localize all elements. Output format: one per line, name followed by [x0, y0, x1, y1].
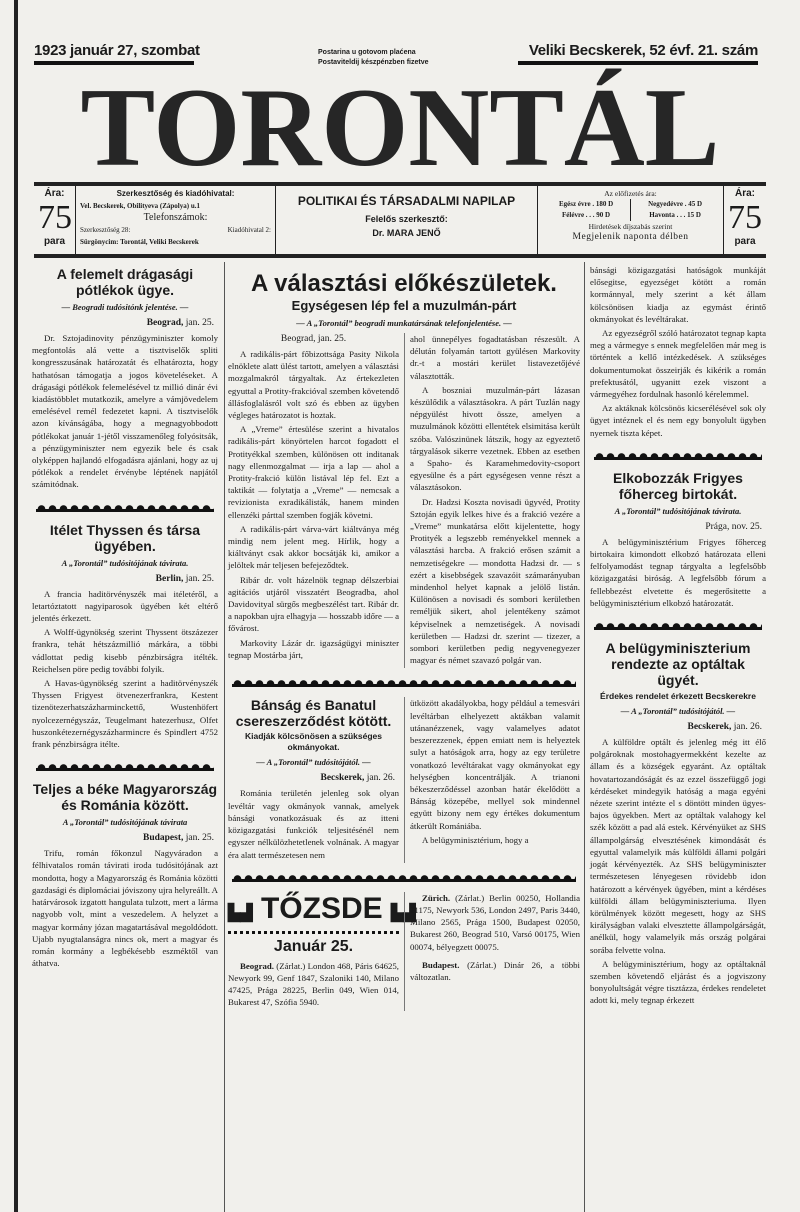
article-thyssen — [32, 522, 218, 753]
price-value: 75 — [728, 199, 762, 236]
tozsde-col2 — [404, 892, 580, 1011]
paragraph: A „Vreme” értesülése szerint a hivatalos radikális-párt könyörtelen harcot fogadott el Protityékkal szemben, különösen ott inditanak nagy ellenmozgalmat — irja a lap — ahol a Protity-frakció külön listával lép fel. Ezt a taktikát — folytatja a „Vreme” — nemcsak a revizionista exradikálisták, hanem minden ellenzéki párttal szemben fogják követni. — [228, 424, 399, 520]
credit-line: A „Torontál” tudósitójának távirata. — [61, 557, 189, 568]
phones-title: Telefonszámok: — [143, 212, 208, 223]
paragraph: A belügyminisztérium, hogy az optáltaknál szemben követendő eljárást és a jogviszony bonyolultságát végre tisztázza, érdekes rendeletet adott ki, mely tegnap érkezett — [590, 958, 766, 1006]
postal-line: Postaviteldij készpénzben fizetve — [318, 59, 429, 66]
masthead-logo: TORONTÁL — [80, 66, 720, 190]
paragraph: A radikális-párt főbizottsága Pasity Nikola elnöklete alatt ülést tartott, amelyen a választási mozgalmakról tárgyaltak. Az értekezleten egyuttal a Protity-frakcióval szemben követendő állásfoglalásról volt szó és ebben az ügyben végleges határozatot is hoztak. — [228, 349, 399, 421]
banat-article — [228, 697, 580, 862]
paper-subtitle-box — [276, 186, 538, 254]
editor-name: Dr. MARA JENŐ — [372, 228, 441, 238]
editor-label: Felelős szerkesztő: — [365, 214, 448, 224]
article-beke — [32, 781, 218, 971]
building-icon: ▙▟ — [390, 904, 416, 922]
dateline-date: jan. 25. — [317, 334, 347, 344]
price-label: Ára: — [734, 188, 755, 199]
paragraph: ahol ünnepélyes fogadtatásban részesült. A délután folyamán tartott gyülésen Markovity dr.-t a mostári kerület listavezetőjévé választották. — [410, 334, 580, 381]
headline: Teljes a béke Magyarország és Románia között. — [32, 781, 218, 814]
dateline — [594, 521, 762, 533]
price-left — [34, 186, 76, 254]
wave-divider — [594, 619, 762, 630]
wave-divider — [232, 871, 576, 882]
paragraph: A radikális-párt várva-várt kiáltványa még mindig nem jelent meg. Hírlik, hogy a kiáltványt csak akkor bocsátják ki, amikor a jelöltek már teljesen befejeződtek. — [228, 523, 399, 571]
page-edge — [14, 0, 18, 1212]
subheadline: Kiadják kölcsönösen a szükséges okmányokat. — [244, 731, 382, 753]
dateline — [594, 721, 762, 733]
left-column — [32, 266, 218, 971]
headline: Bánság és Banatul csereszerződést kötött. — [235, 697, 392, 730]
headline: Elkobozzák Frigyes főherceg birtokát. — [613, 469, 743, 502]
paragraph: A francia haditörvényszék mai itéletéről, a letartóztatott nagyiparosok ügyében két eltérő jelentés érkezett. — [32, 588, 218, 624]
paragraph: Az egyezségről szóló határozatot tegnap kapta meg a vármegye s ennek megfelelően már meg is történtek a kellő intézkedések. A szükséges dokumentumokat összeirják és kikérik a román prefektusától, ugyanitt ezek viszont a vármegyéhez fordulnak hasonló kérelemmel. — [590, 328, 766, 400]
paragraph: ütközött akadályokba, hogy például a temesvári levéltárban elhelyezett aktákban valamit utánanézzenek, vagy valamelyes adatot beszerezzenek, éppen emiatt nem is helyeztek sulyt a hatóságok arra, hogy az egy területre vonatkozó levéltárakat vagy okmányokat egy helységben koncentrálják. A trianoni békeszerződéssel azonban határ ékelődött a Bánság közepébe, mellyel sok mindennel együtt bizony nem egy értékes dokumentum átkerült Romániába. — [410, 698, 580, 831]
dateline-place: Berlin, — [155, 573, 184, 584]
market-rates: (Zárlat.) Berlin 00250, Hollandia 21175, Newyork 536, London 2497, Paris 3440, Milano 2565, Prága 1500, Budapest 02050, Bukarest 260, Beograd 510, Varsó 00175, Wien 00074, bélyegzett 00075. — [410, 892, 581, 952]
paper-subtitle: POLITIKAI ÉS TÁRSADALMI NAPILAP — [297, 194, 516, 208]
banat-continuation — [590, 264, 766, 441]
tozsde-title-text: TŐZSDE — [260, 891, 383, 925]
editorial-title: Szerkesztőség és kiadóhivatal: — [116, 189, 235, 198]
article-optaltak — [590, 640, 766, 1008]
dateline — [232, 772, 395, 784]
dateline-date: nov. 25. — [731, 521, 762, 532]
paragraph: A Havas-ügynökség szerint a haditörvényszék Thyssen Frigyest ötvenezerfrankra, Kestent tizenötezerhatszázharminckettő, Wustenhöfert nyolcezernégyszáz, Teugelmant hatezerhusz, Olfet huszonkétezernégyszázharmincre és Spindlert 4752 frank pénzbirságra itélte. — [32, 678, 218, 750]
paragraph: Az aktáknak kölcsönös kicserélésével sok oly ügyet intéznek el és nem egy bonyolult ügyben nyernek tiszta képet. — [590, 403, 766, 438]
credit-line: — A „Torontál” beogradi munkatársának telefonjelentése. — — [296, 318, 512, 328]
issue-number: Veliki Becskerek, 52 évf. 21. szám — [518, 42, 758, 65]
article-frigyes — [590, 470, 766, 611]
market-label: Budapest. — [422, 959, 460, 970]
subscription-cell: Félévre . . . 90 D — [562, 211, 611, 219]
credit-line: A „Torontál” tudósitójának távirata — [62, 817, 188, 828]
subscription-cell: Egész évre . 180 D — [559, 200, 614, 208]
article-dragasagi — [32, 266, 218, 493]
dateline — [36, 573, 214, 585]
dateline — [232, 333, 395, 345]
column-rule — [224, 262, 225, 1212]
editorial-address: Vel. Becskerek, Obilityeva (Zápolya) u.1 — [80, 202, 200, 210]
banat-article-col1 — [228, 697, 404, 862]
paragraph: Dr. Hadzsi Koszta novisadi ügyvéd, Protity Sztoján egyik lelkes hive és a frakció vezére a „Vreme” munkatársa előtt kijelentette, hogy Protityék a legszebb reményekkel mennek a választási harcba. A frakció erősen számit a nemzetiségekre — mondotta Hadzsi dr. — s ezért a kisebbségek szavazóit számarányuban mindenhol helyet kapnak a jelölő listán. Különösen a novisadi és sombori kerületben reméljük sikert, ahol jelentékeny számot képviselnek a nemzetiségek. A novisadi kerületben — Hadzsi dr. szerint — tizezer, a sombori kerületben pedig negyvenegyezer magyar és német szavazó polgár van. — [410, 496, 580, 666]
dateline-place: Budapest, — [143, 833, 184, 844]
credit-line: — A „Torontál” tudósitójától. — — [620, 706, 736, 717]
paragraph: bánsági közigazgatási hatóságok munkáját elősegitse, egyezséget kötött a román kormánnyal, mely szerint a két állam kölcsönösen kiadja az egymást érintő okmányokat és levéltárakat. — [590, 265, 766, 324]
column-rule — [584, 262, 585, 1212]
masthead-info-box — [34, 182, 766, 258]
dateline-place: Beograd, — [146, 318, 184, 328]
price-unit: para — [734, 236, 756, 247]
price-value: 75 — [38, 199, 72, 236]
center-column — [228, 270, 580, 1011]
lead-article-header — [228, 270, 580, 333]
paragraph: A belügyminisztérium, hogy a — [422, 834, 529, 845]
lead-article-col1 — [228, 333, 404, 668]
dateline-date: jan. 26. — [733, 722, 762, 733]
paragraph: A belügyminisztérium Frigyes főherceg birtokaira kimondott elkobzó határozata elleni felfolyamodást tegnap tárgyalta a legfelsőbb közigazgatási biróság. A legfelsőbb fórum a fellebbezést elvetette és megerősitette a belügyminisztérium elkobzó határozatát. — [590, 536, 766, 608]
paragraph: Markovity Lázár dr. igazságügyi miniszter tegnap Mostárba járt, — [228, 637, 399, 660]
paragraph: Ribár dr. volt házelnök tegnap délszerbiai agitációs utjáról visszatért Beogradba, ahol Davidovityal sürgős megbeszélést tart. Ribár dr. a napokban ujra elhagyja — hosszabb időre — a fővárost. — [228, 574, 399, 634]
tozsde-section — [228, 892, 580, 1011]
wave-divider — [594, 449, 762, 460]
subscription-info — [538, 186, 724, 254]
phone-editorial: Szerkesztőség 28: — [80, 226, 131, 234]
dateline-place: Prága, — [705, 521, 730, 532]
dateline-place: Becskerek, — [320, 773, 365, 784]
dateline — [36, 832, 214, 844]
credit-line: — A „Torontál” tudósitójától. — — [256, 757, 371, 768]
headline: A felemelt drágasági pótlékok ügye. — [56, 266, 194, 298]
phone-office: Kiadóhivatal 2: — [227, 226, 271, 234]
ads-note: Hirdetések díjszabás szerint — [588, 222, 673, 231]
lead-article-body — [228, 333, 580, 668]
price-unit: para — [43, 236, 66, 247]
subscription-cell: Negyedévre . 45 D — [631, 199, 719, 210]
headline: Itélet Thyssen és társa ügyében. — [49, 521, 201, 554]
dateline-date: jan. 26. — [366, 773, 395, 784]
editorial-info — [76, 186, 276, 254]
paragraph: Trifu, román főkonzul Nagyváradon a félhivatalos román távirati iroda tudósitójának azt mondotta, hogy a Magyarország és Románia közötti gazdasági és diplomáciai jóviszony ujra helyreállt. A határvárosok izgatott hangulata tulzott, mert a lárma nagyobb volt, mint a veszedelem. A helyzet a magyar kormány józan magatartásával megoldódott. Ujabb nyugtalanságra nincs ok, mert a magyar és román kormány a legbékésebb eszméktől van áthatva. — [32, 848, 218, 969]
dateline — [36, 317, 214, 329]
banat-article-col2 — [404, 697, 580, 862]
paragraph: A külföldre optált és jelenleg még itt élő polgároknak mostohagyermekként kezelte az állam és a községek egyaránt. Az optáltak hovatartozandóságát és az ezzel összefüggő jogi kérdéseket mindegyik hatóság a maga egyéni nézete szerint intézte el s döntött minden ügyes-bajos ügyekben. Mert az optáltak valahogy kel szék között a pad alá estek. Kérvényüket az SHS állampolgárság elvesztésének kimondását és egyuttal valamelyik más külföldi állami polgári jogát kérvényezték. Az SHS belügyminiszter természetesen lényegesen rövidebb idon határozott a kérvények ügyében, mint a kérdéses külföldi állam belügyminiszteriuma. Ilyen körülmények között megesett, hogy az SHS királyságban valaki elvesztette állampolgárságát, anélkül, hogy valamelyik más ország polgárai sorába felvette volna. — [590, 737, 766, 955]
paragraph: A Wolff-ügynökség szerint Thyssent ötszázezer frankra, tehát hétszázmillió márkára, a többi vádlottat pedig kisebb pénzbirságra itélték. Reichelsen pöre pedig további folyik. — [32, 627, 218, 674]
postal-note — [318, 48, 428, 68]
market-label: Beograd. — [240, 960, 274, 971]
wave-divider — [36, 501, 214, 512]
lead-article-col2 — [404, 333, 580, 668]
credit-line: A „Torontál” tudósitójának távirata. — [614, 505, 742, 516]
dateline-date: jan. 25. — [185, 833, 214, 844]
dateline-date: jan. 25. — [185, 318, 214, 328]
dateline-place: Becskerek, — [687, 722, 732, 733]
market-rates: (Zárlat.) London 468, Páris 64625, Newyork 99, Genf 1847, Szaloniki 140, Milano 47425, Prága 28225, Berlin 049, Wien 014, Bukarest 47, Szófia 5940. — [228, 960, 400, 1008]
subheadline: Érdekes rendelet érkezett Becskerekre — [600, 691, 756, 702]
headline: A belügyminiszterium rendezte az optáltak ügyét. — [605, 640, 751, 689]
market-label: Zürich. — [422, 892, 451, 903]
dateline-place: Beograd, — [280, 334, 316, 344]
right-column — [590, 264, 766, 1009]
subscription-cell: Havonta . . . 15 D — [631, 210, 719, 221]
lead-headline: A választási előkészületek. — [251, 270, 557, 297]
paragraph: Románia területén jelenleg sok olyan levéltár vagy okmányok vannak, amelyek bánsági vonatkozásuak és az itteni közigazgatási funkciók teljesitésénél nem egyszer nélkülözhetetlenek volnának. A magyar éra alatt természetesen nem — [228, 788, 399, 860]
postal-line: Postarina u gotovom plaćena — [318, 49, 416, 56]
subscription-table — [542, 199, 719, 221]
issue-date: 1923 január 27, szombat — [34, 42, 194, 65]
subscription-title: Az előfizetés ára: — [604, 189, 657, 198]
building-icon: ▙▟ — [228, 904, 253, 922]
appears-note: Megjelenik naponta délben — [572, 232, 689, 242]
price-label: Ára: — [44, 188, 65, 199]
tozsde-title — [228, 891, 416, 934]
market-rates: (Zárlat.) Dinár 26, a többi változatlan. — [410, 959, 580, 982]
credit-line: — Beogradi tudósitónk jelentése. — — [61, 302, 189, 312]
wave-divider — [232, 676, 576, 687]
telegram-address: Sürgönycim: Torontál, Veliki Becskerek — [80, 238, 199, 246]
lead-subheadline: Egységesen lép fel a muzulmán-párt — [291, 298, 517, 313]
wave-divider — [36, 760, 214, 771]
tozsde-box — [228, 891, 416, 1011]
tozsde-date: Január 25. — [273, 937, 354, 955]
dateline-date: jan. 25. — [185, 573, 214, 584]
price-right — [724, 186, 766, 254]
paragraph: A boszniai muzulmán-párt lázasan készülődik a választásokra. A párt Tuzlán nagy népgyülést hivott össze, amelyen a muzulmánok közötti ellentétek elsimitása került szóba. Valószinünek látszik, hogy az egyeztető tárgyalások sikerre vezetnek. Ebben az esetben a Spaho- és Karamehmedovity-csoport egyesülne és a párt egységesen venne részt a választásokon. — [410, 384, 580, 493]
paragraph: Dr. Sztojadinovity pénzügyminiszter komoly megfontolás alá vette a tisztviselők spliti kongresszusának határozatát és elhatározta, hogy hathatósan támogatja a jogos követeléseket. A drágasági pótlékok felemelésével tz millió dinár évi kiadástöbblet mutatkozik, amelyre a vámjövedelem emelésével remél fedezetet kapni. A tisztviselők azon kívánságába, hogy a megnagyobbodott pótlékokat január 1-jétől visszamenőleg folyósitsák, a pénzügyminiszter nem egyezik bele és csak olyképpen hajlandó elfogadásra ajánlani, hogy az uj pótlékok a rendelet érvénybe léptének napjától számitódnak. — [32, 333, 218, 490]
